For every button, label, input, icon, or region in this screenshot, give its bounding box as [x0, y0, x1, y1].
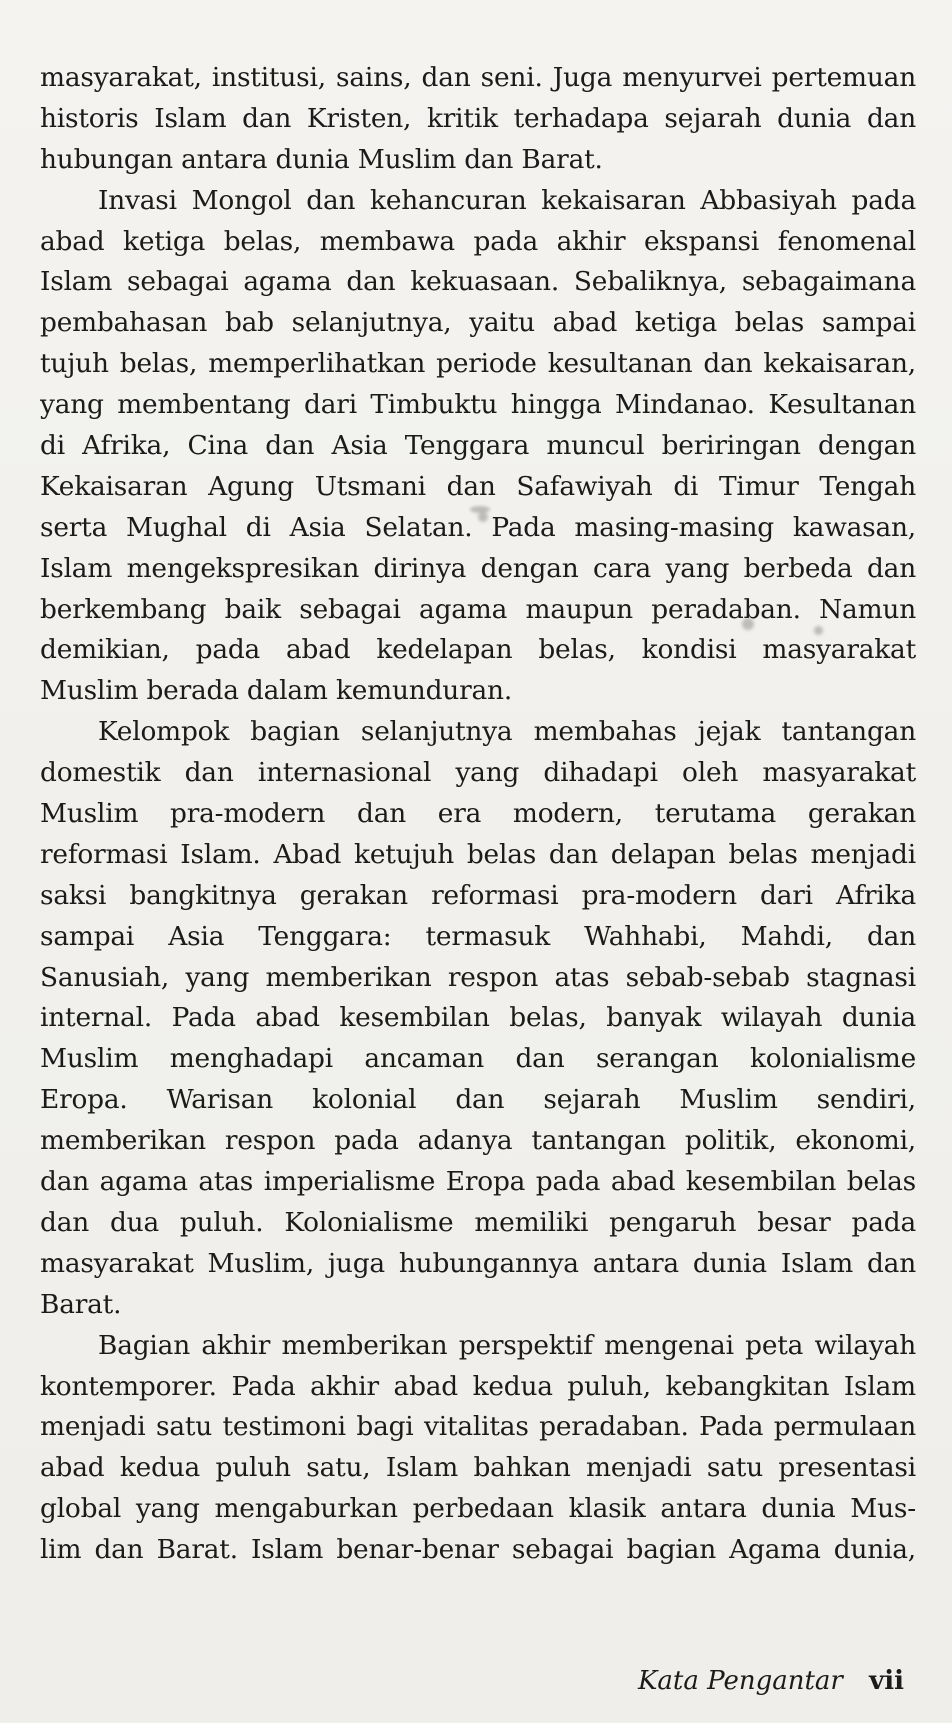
- text-line: berkembang baik sebagai agama maupun peradaban. Namun: [40, 593, 916, 625]
- running-footer-title: Kata Pengantar: [637, 1666, 843, 1696]
- text-line: tujuh belas, memperlihatkan periode kesultanan dan kekaisaran,: [40, 348, 916, 380]
- text-line: Islam sebagai agama dan kekuasaan. Sebaliknya, sebagaimana: [40, 266, 916, 298]
- paragraph-1: [40, 58, 916, 181]
- text-line: sampai Asia Tenggara: termasuk Wahhabi, Mahdi, dan: [40, 920, 916, 952]
- text-line: lim dan Barat. Islam benar-benar sebagai bagian Agama dunia,: [40, 1534, 916, 1566]
- text-line: Muslim pra-modern dan era modern, terutama gerakan: [40, 798, 916, 830]
- text-line: demikian, pada abad kedelapan belas, kondisi masyarakat: [40, 634, 916, 666]
- text-line: historis Islam dan Kristen, kritik terhadapa sejarah dunia dan: [40, 102, 916, 134]
- text-line: kontemporer. Pada akhir abad kedua puluh, kebangkitan Islam: [40, 1370, 916, 1402]
- page-footer: [638, 1666, 904, 1696]
- text-line: saksi bangkitnya gerakan reformasi pra-modern dari Afrika: [40, 879, 916, 911]
- text-line: internal. Pada abad kesembilan belas, banyak wilayah dunia: [40, 1002, 916, 1034]
- text-line: Sanusiah, yang memberikan respon atas sebab-sebab stagnasi: [40, 961, 916, 993]
- text-line: masyarakat, institusi, sains, dan seni. Juga menyurvei pertemuan: [40, 62, 916, 93]
- text-line: Bagian akhir memberikan perspektif mengenai peta wilayah: [98, 1329, 916, 1361]
- text-line: dan dua puluh. Kolonialisme memiliki pengaruh besar pada: [40, 1206, 916, 1238]
- ink-smudge: [742, 618, 754, 630]
- text-line: Muslim berada dalam kemunduran.: [40, 675, 513, 707]
- text-line: Islam mengekspresikan dirinya dengan cara yang berbeda dan: [40, 552, 916, 584]
- text-line: menjadi satu testimoni bagi vitalitas peradaban. Pada permulaan: [40, 1411, 916, 1443]
- text-line: reformasi Islam. Abad ketujuh belas dan delapan belas menjadi: [40, 838, 916, 870]
- paragraph-2: [40, 181, 916, 713]
- text-line: Eropa. Warisan kolonial dan sejarah Muslim sendiri,: [40, 1084, 916, 1116]
- text-line: abad kedua puluh satu, Islam bahkan menjadi satu presentasi: [40, 1452, 916, 1484]
- text-line: abad ketiga belas, membawa pada akhir ekspansi fenomenal: [40, 225, 916, 257]
- paragraph-4: [40, 1326, 916, 1571]
- text-line: Muslim menghadapi ancaman dan serangan kolonialisme: [40, 1043, 916, 1075]
- text-line: pembahasan bab selanjutnya, yaitu abad ketiga belas sampai: [40, 307, 916, 339]
- text-line: yang membentang dari Timbuktu hingga Mindanao. Kesultanan: [40, 389, 916, 421]
- text-line: domestik dan internasional yang dihadapi oleh masyarakat: [40, 757, 916, 789]
- ink-smudge: [478, 512, 488, 522]
- text-line: hubungan antara dunia Muslim dan Barat.: [40, 143, 603, 175]
- text-line: Barat.: [40, 1288, 122, 1320]
- text-line: serta Mughal di Asia Selatan. Pada masing-masing kawasan,: [40, 511, 916, 543]
- text-line: masyarakat Muslim, juga hubungannya antara dunia Islam dan: [40, 1247, 916, 1279]
- ink-smudge: [814, 626, 823, 635]
- text-line: Invasi Mongol dan kehancuran kekaisaran Abbasiyah pada: [98, 184, 916, 216]
- paragraph-3: [40, 712, 916, 1325]
- text-line: Kekaisaran Agung Utsmani dan Safawiyah di Timur Tengah: [40, 470, 916, 502]
- text-line: di Afrika, Cina dan Asia Tenggara muncul beriringan dengan: [40, 430, 916, 462]
- text-line: memberikan respon pada adanya tantangan politik, ekonomi,: [40, 1125, 916, 1157]
- body-text: [40, 58, 916, 1571]
- text-line: Kelompok bagian selanjutnya membahas jejak tantangan: [98, 716, 916, 748]
- page-number: vii: [869, 1666, 904, 1696]
- text-line: global yang mengaburkan perbedaan klasik antara dunia Mus-: [40, 1493, 916, 1525]
- text-line: dan agama atas imperialisme Eropa pada abad kesembilan belas: [40, 1166, 916, 1198]
